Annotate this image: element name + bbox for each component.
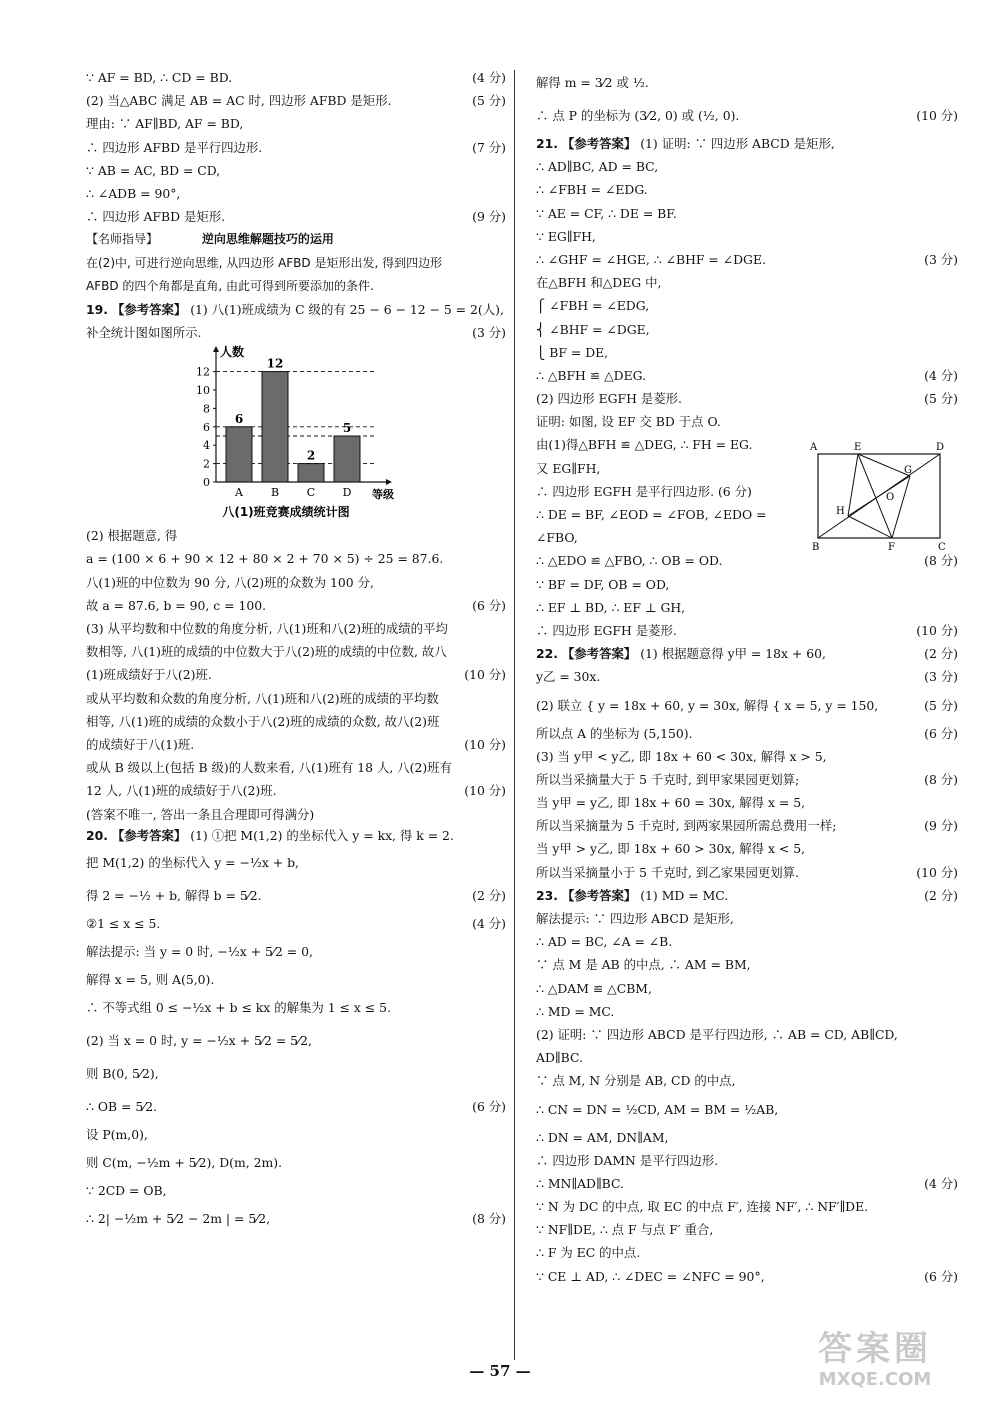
- answer-line: [536, 930, 958, 953]
- answer-line-text: (1)班成绩好于八(2)班.: [86, 667, 212, 683]
- answer-line: [536, 861, 958, 884]
- answer-line: [86, 571, 506, 594]
- score-mark: (9 分): [924, 818, 958, 834]
- score-mark: (6 分): [472, 1099, 506, 1115]
- q22-answer-label: 【参考答案】: [561, 646, 637, 662]
- answer-line: [86, 733, 506, 756]
- answer-line-text: 相等, 八(1)班的成绩的众数小于八(2)班的成绩的众数, 故八(2)班: [86, 713, 440, 729]
- answer-line: [86, 1024, 506, 1057]
- answer-line: [86, 182, 506, 205]
- label-b: B: [812, 542, 820, 553]
- answer-line-text: ∴ ∠FBH = ∠EDG.: [536, 182, 648, 198]
- label-o: O: [886, 492, 895, 503]
- answer-line-text: ∵ CE ⊥ AD, ∴ ∠DEC = ∠NFC = 90°,: [536, 1268, 765, 1284]
- answer-line-text: 所以当采摘量为 5 千克时, 到两家果园所需总费用一样;: [536, 818, 837, 834]
- answer-line: [536, 1265, 958, 1288]
- left-column: [86, 66, 506, 1235]
- category-label: B: [270, 486, 280, 500]
- answer-line-text: 把 M(1,2) 的坐标代入 y = −½x + b,: [86, 854, 299, 870]
- answer-line-text: (答案不唯一, 答出一条且合理即可得满分): [86, 806, 315, 822]
- answer-line: [536, 294, 958, 317]
- answer-line-text: 故 a = 87.6, b = 90, c = 100.: [86, 597, 267, 613]
- answer-line-text: (2) 当 x = 0 时, y = −½x + 5⁄2 = 5⁄2,: [86, 1033, 312, 1049]
- answer-line-text: ∵ N 为 DC 的中点, 取 EC 的中点 F′, 连接 NF′, ∴ NF′∥DE.: [536, 1199, 869, 1215]
- y-tick-label: 8: [203, 402, 210, 416]
- tip-label: 【名师指导】: [86, 232, 159, 247]
- rectangle-figure: [808, 440, 948, 555]
- bar-D: [334, 436, 360, 482]
- watermark-url: MXQE.COM: [818, 1369, 932, 1390]
- q19-answer-label: 【参考答案】: [111, 301, 187, 317]
- q20-number: 20.: [86, 827, 108, 843]
- answer-line-text: 数相等, 八(1)班的成绩的中位数大于八(2)班的成绩的中位数, 故八: [86, 644, 447, 660]
- answer-line-text: a = (100 × 6 + 90 × 12 + 80 × 2 + 70 × 5) ÷ 25 = 87.6.: [86, 551, 444, 567]
- answer-line: [536, 271, 958, 294]
- answer-line: [536, 178, 958, 201]
- label-h: H: [836, 506, 845, 517]
- watermark-logo-text: 答案圈: [818, 1329, 932, 1369]
- q21-answer-label: 【参考答案】: [561, 136, 637, 151]
- q18-continuation: [86, 66, 506, 228]
- answer-line-text: 或从平均数和众数的角度分析, 八(1)班和八(2)班的成绩的平均数: [86, 690, 439, 706]
- score-mark: (5 分): [924, 391, 958, 407]
- answer-line-text: ∴ 点 P 的坐标为 (3⁄2, 0) 或 (½, 0).: [536, 108, 740, 123]
- answer-line-text: y乙 = 30x.: [536, 669, 601, 685]
- answer-line: [86, 205, 506, 228]
- segment-fh: [848, 516, 892, 538]
- answer-line-text: 12 人, 八(1)班的成绩好于八(2)班.: [86, 783, 277, 799]
- answer-line: [536, 1069, 958, 1092]
- label-f: F: [888, 542, 895, 553]
- answer-line: [86, 1202, 506, 1235]
- answer-line: [536, 907, 958, 930]
- answer-line-text: ∴ 不等式组 0 ≤ −½x + b ≤ kx 的解集为 1 ≤ x ≤ 5.: [86, 1000, 391, 1016]
- answer-line-text: (3) 当 y甲 < y乙, 即 18x + 60 < 30x, 解得 x > 5,: [536, 748, 827, 764]
- q21-first-line: (1) 证明: ∵ 四边形 ABCD 是矩形,: [640, 136, 835, 151]
- answer-line-text: ∵ AF = BD, ∴ CD = BD.: [86, 70, 233, 85]
- answer-line: [86, 66, 506, 89]
- answer-line: [86, 991, 506, 1024]
- score-mark: (3 分): [924, 669, 958, 685]
- label-g: G: [904, 465, 912, 476]
- answer-line: [536, 745, 958, 768]
- score-mark: (8 分): [924, 771, 958, 787]
- answer-line: [86, 779, 506, 802]
- y-axis-label: 人数: [220, 345, 245, 360]
- label-c: C: [938, 542, 946, 553]
- answer-line: [86, 935, 506, 968]
- answer-line: [536, 1241, 958, 1264]
- answer-line: [86, 756, 506, 779]
- answer-line: [536, 1149, 958, 1172]
- score-mark: (10 分): [464, 667, 506, 683]
- answer-line: [536, 1218, 958, 1241]
- answer-line: [86, 663, 506, 686]
- y-tick-label: 4: [203, 439, 210, 453]
- answer-line-text: 得 2 = −½ + b, 解得 b = 5⁄2.: [86, 887, 262, 903]
- score-mark: (3 分): [924, 251, 958, 267]
- answer-line: [536, 248, 958, 271]
- answer-line: [536, 1000, 958, 1023]
- answer-line: [86, 1090, 506, 1123]
- answer-line-text: ⎧ ∠FBH = ∠EDG,: [536, 298, 650, 314]
- answer-line-text: 理由: ∵ AF∥BD, AF = BD,: [86, 116, 244, 132]
- segment-hg: [848, 476, 910, 516]
- answer-line: [86, 112, 506, 135]
- answer-line-text: (2) 当△ABC 满足 AB = AC 时, 四边形 AFBD 是矩形.: [86, 93, 392, 109]
- answer-line: [536, 573, 958, 596]
- tip-title: 逆向思维解题技巧的运用: [201, 232, 334, 247]
- q19-line-text: 补全统计图如图所示.: [86, 325, 202, 341]
- answer-line: [536, 791, 958, 814]
- answer-line-text: ∴ 四边形 EGFH 是平行四边形. (6 分): [536, 483, 752, 499]
- q22-first-line: (1) 根据题意得 y甲 = 18x + 60,: [640, 646, 826, 662]
- answer-line: [86, 89, 506, 112]
- data-label: 6: [234, 412, 244, 427]
- data-label: 12: [266, 356, 284, 371]
- tip-heading: [86, 228, 506, 251]
- score-mark: (10 分): [916, 622, 958, 638]
- answer-line: [86, 687, 506, 710]
- category-label: C: [306, 486, 316, 500]
- score-mark: (10 分): [464, 783, 506, 799]
- label-a: A: [810, 442, 818, 453]
- answer-line: [86, 846, 506, 879]
- answer-line-text: ∴ AD = BC, ∠A = ∠B.: [536, 934, 673, 950]
- answer-line-text: ∵ BF = DF, OB = OD,: [536, 576, 670, 592]
- answer-line: [536, 837, 958, 860]
- score-mark: (2 分): [472, 887, 506, 903]
- q19-line-score: (3 分): [472, 325, 506, 341]
- answer-line-text: ∵ EG∥FH,: [536, 228, 596, 244]
- q22-first-score: (2 分): [924, 646, 958, 662]
- answer-line: [86, 617, 506, 640]
- answer-line-text: (2) 根据题意, 得: [86, 528, 178, 544]
- watermark: [790, 1329, 960, 1399]
- page-number: — 57 —: [469, 1362, 531, 1380]
- answer-line-text: ∴ CN = DN = ½CD, AM = BM = ½AB,: [536, 1101, 779, 1117]
- q22-heading: [536, 642, 958, 665]
- answer-line-text: ∴ △EDO ≌ △FBO, ∴ OB = OD.: [536, 553, 723, 569]
- answer-line: [86, 1146, 506, 1179]
- answer-line-text: ∵ AE = CF, ∴ DE = BF.: [536, 205, 677, 221]
- answer-line-text: ∴ F 为 EC 的中点.: [536, 1245, 641, 1261]
- q20-body: [86, 846, 506, 1236]
- answer-line: [536, 768, 958, 791]
- answer-line: [536, 977, 958, 1000]
- score-mark: (5 分): [472, 93, 506, 109]
- answer-line: [86, 1123, 506, 1146]
- answer-line-text: ∵ 点 M, N 分别是 AB, CD 的中点,: [536, 1073, 736, 1089]
- answer-line: [536, 318, 958, 341]
- q20-conclusion: [536, 66, 958, 132]
- y-tick-label: 6: [203, 421, 210, 435]
- chart-title: 八(1)班竞赛成绩统计图: [222, 505, 350, 520]
- q20-first-line: (1) ①把 M(1,2) 的坐标代入 y = kx, 得 k = 2.: [190, 827, 454, 843]
- answer-line: [86, 594, 506, 617]
- score-mark: (7 分): [472, 139, 506, 155]
- answer-line: [86, 547, 506, 570]
- q19-first-line: (1) 八(1)班成绩为 C 级的有 25 − 6 − 12 − 5 = 2(人),: [190, 301, 504, 317]
- answer-line-text: ∴ 2| −½m + 5⁄2 − 2m | = 5⁄2,: [86, 1211, 271, 1227]
- answer-line-text: ∴ DN = AM, DN∥AM,: [536, 1129, 669, 1145]
- answer-line: [536, 1093, 958, 1126]
- q23-first-line: (1) MD = MC.: [640, 887, 729, 903]
- answer-line: [536, 155, 958, 178]
- y-tick-label: 2: [203, 457, 210, 471]
- answer-line: [86, 803, 506, 826]
- answer-line-text: AD∥BC.: [536, 1050, 583, 1066]
- bar-A: [226, 427, 252, 482]
- data-label: 2: [306, 448, 316, 463]
- answer-line-text: ∵ 2CD = OB,: [86, 1183, 167, 1199]
- score-mark: (10 分): [916, 108, 958, 123]
- answer-line-text: ∴ 四边形 AFBD 是矩形.: [86, 209, 226, 225]
- q22-number: 22.: [536, 646, 558, 662]
- answer-line-text: ∴ OB = 5⁄2.: [86, 1099, 158, 1115]
- q21-number: 21.: [536, 136, 558, 151]
- answer-line-text: (2) 证明: ∵ 四边形 ABCD 是平行四边形, ∴ AB = CD, AB∥CD,: [536, 1026, 898, 1042]
- score-mark: (4 分): [472, 915, 506, 931]
- answer-line-text: ∴ ∠GHF = ∠HGE, ∴ ∠BHF = ∠DGE.: [536, 251, 766, 267]
- answer-line: [536, 341, 958, 364]
- answer-line: [536, 814, 958, 837]
- data-label: 5: [342, 421, 352, 436]
- score-mark: (6 分): [472, 597, 506, 613]
- answer-line-text: ∵ NF∥DE, ∴ 点 F 与点 F′ 重合,: [536, 1222, 714, 1238]
- answer-line: [536, 225, 958, 248]
- label-e: E: [854, 442, 862, 453]
- answer-line: [86, 524, 506, 547]
- q19-line: [86, 321, 506, 344]
- answer-line-text: 或从 B 级以上(包括 B 级)的人数来看, 八(1)班有 18 人, 八(2)班有: [86, 760, 452, 776]
- answer-line: [536, 1172, 958, 1195]
- score-mark: (8 分): [924, 553, 958, 569]
- q22-body: [536, 665, 958, 884]
- answer-line: [86, 912, 506, 935]
- answer-line: [86, 159, 506, 182]
- score-mark: (9 分): [472, 209, 506, 225]
- score-mark: (4 分): [924, 367, 958, 383]
- answer-line-text: ∴ DE = BF, ∠EOD = ∠FOB, ∠EDO =: [536, 507, 767, 522]
- answer-line: [536, 1126, 958, 1149]
- q19-heading: [86, 298, 506, 321]
- answer-line: [536, 66, 958, 99]
- bar-chart: [86, 344, 506, 524]
- score-mark: (10 分): [464, 736, 506, 752]
- answer-line: [86, 968, 506, 991]
- answer-line-text: 由(1)得△BFH ≌ △DEG, ∴ FH = EG.: [536, 437, 753, 453]
- q21-body: [536, 155, 958, 642]
- label-d: D: [936, 442, 945, 453]
- score-mark: (4 分): [472, 70, 506, 85]
- answer-line: [536, 689, 958, 722]
- answer-line: [536, 1046, 958, 1069]
- answer-line-text: 则 C(m, −½m + 5⁄2), D(m, 2m).: [86, 1155, 283, 1171]
- answer-line: [86, 640, 506, 663]
- q23-body: [536, 907, 958, 1288]
- answer-line: [536, 619, 958, 642]
- y-axis-arrow: [213, 346, 219, 352]
- answer-line-text: 设 P(m,0),: [86, 1127, 148, 1143]
- answer-line-text: ∴ MD = MC.: [536, 1003, 615, 1019]
- answer-line: [536, 364, 958, 387]
- answer-line: [536, 99, 958, 132]
- answer-line-text: 解得 m = 3⁄2 或 ½.: [536, 75, 649, 90]
- x-axis-arrow: [386, 479, 392, 485]
- tip-body: [86, 252, 506, 298]
- answer-line-text: 又 EG∥FH,: [536, 460, 601, 476]
- answer-line-text: 八(1)班的中位数为 90 分, 八(2)班的众数为 100 分,: [86, 574, 374, 590]
- answer-line-text: 的成绩好于八(1)班.: [86, 736, 195, 752]
- q19-body: [86, 524, 506, 825]
- answer-line: [86, 1057, 506, 1090]
- y-tick-label: 12: [196, 365, 210, 379]
- answer-line-text: ②1 ≤ x ≤ 5.: [86, 915, 161, 931]
- y-tick-label: 0: [203, 476, 210, 490]
- right-column: [536, 66, 958, 1288]
- score-mark: (5 分): [924, 697, 958, 713]
- answer-line-text: ∴ △DAM ≌ △CBM,: [536, 980, 652, 996]
- answer-line-text: ∵ AB = AC, BD = CD,: [86, 162, 221, 178]
- answer-line-text: ∴ MN∥AD∥BC.: [536, 1175, 624, 1191]
- answer-line-text: 解得 x = 5, 则 A(5,0).: [86, 971, 215, 987]
- answer-line-text: ∴ △BFH ≌ △DEG.: [536, 367, 647, 383]
- answer-line-text: ∴ AD∥BC, AD = BC,: [536, 159, 659, 175]
- answer-line-text: ∴ EF ⊥ BD, ∴ EF ⊥ GH,: [536, 599, 686, 615]
- answer-line-text: 解法提示: ∵ 四边形 ABCD 是矩形,: [536, 911, 734, 926]
- q19-number: 19.: [86, 301, 108, 317]
- bar-C: [298, 464, 324, 482]
- score-mark: (8 分): [472, 1211, 506, 1227]
- segment-he: [848, 454, 858, 516]
- answer-line-text: 证明: 如图, 设 EF 交 BD 于点 O.: [536, 414, 721, 430]
- score-mark: (6 分): [924, 1268, 958, 1284]
- q23-heading: [536, 884, 958, 907]
- answer-line: [86, 710, 506, 733]
- answer-line-text: 所以点 A 的坐标为 (5,150).: [536, 725, 693, 741]
- answer-line: [536, 387, 958, 410]
- q21-heading: [536, 132, 958, 155]
- answer-line-text: 当 y甲 = y乙, 即 18x + 60 = 30x, 解得 x = 5,: [536, 795, 806, 811]
- answer-line: [536, 202, 958, 225]
- answer-line: [536, 410, 958, 433]
- bar-chart-svg: [186, 344, 416, 520]
- rectangle-figure-svg: [808, 440, 948, 555]
- column-divider: [514, 70, 515, 1360]
- score-mark: (10 分): [916, 864, 958, 880]
- x-axis-label: 等级: [372, 488, 394, 502]
- category-label: D: [342, 486, 352, 500]
- answer-line: [536, 722, 958, 745]
- answer-line-text: (2) 四边形 EGFH 是菱形.: [536, 391, 682, 407]
- answer-line-text: ⎨ ∠BHF = ∠DGE,: [536, 321, 650, 337]
- answer-line-text: (2) 联立 { y = 18x + 60, y = 30x, 解得 { x = 5, y = 150,: [536, 697, 879, 713]
- answer-line-text: ∵ 点 M 是 AB 的中点, ∴ AM = BM,: [536, 957, 751, 973]
- category-label: A: [235, 486, 243, 500]
- answer-line-text: ∴ ∠ADB = 90°,: [86, 185, 181, 201]
- bar-B: [262, 372, 288, 482]
- q23-first-score: (2 分): [924, 887, 958, 903]
- answer-line-text: 所以当采摘量小于 5 千克时, 到乙家果园更划算.: [536, 864, 799, 880]
- answer-line-text: (3) 从平均数和中位数的角度分析, 八(1)班和八(2)班的成绩的平均: [86, 621, 448, 636]
- answer-line-text: ∴ 四边形 EGFH 是菱形.: [536, 622, 677, 638]
- answer-line-text: 当 y甲 > y乙, 即 18x + 60 > 30x, 解得 x < 5,: [536, 841, 806, 857]
- answer-line-text: 则 B(0, 5⁄2),: [86, 1066, 159, 1082]
- q20-heading: [86, 826, 506, 846]
- answer-line-text: 所以当采摘量大于 5 千克时, 到甲家果园更划算;: [536, 771, 800, 787]
- answer-line-text: ∠FBO,: [536, 530, 578, 546]
- q23-answer-label: 【参考答案】: [561, 887, 637, 903]
- answer-line: [536, 953, 958, 976]
- answer-line: [86, 136, 506, 159]
- q20-answer-label: 【参考答案】: [111, 827, 187, 843]
- tip-line: 在(2)中, 可进行逆向思维, 从四边形 AFBD 是矩形出发, 得到四边形: [86, 255, 443, 270]
- answer-line: [536, 665, 958, 688]
- y-tick-label: 10: [196, 384, 210, 398]
- answer-line: [536, 1023, 958, 1046]
- answer-line-text: 在△BFH 和△DEG 中,: [536, 275, 662, 291]
- answer-line: [86, 1179, 506, 1202]
- answer-line-text: ∴ 四边形 AFBD 是平行四边形.: [86, 139, 263, 155]
- answer-line: [86, 879, 506, 912]
- answer-line: [536, 1195, 958, 1218]
- tip-line: AFBD 的四个角都是直角, 由此可得到所要添加的条件.: [86, 278, 374, 293]
- answer-line-text: ⎩ BF = DE,: [536, 344, 609, 360]
- score-mark: (4 分): [924, 1175, 958, 1191]
- answer-line: [536, 596, 958, 619]
- q23-number: 23.: [536, 887, 558, 903]
- score-mark: (6 分): [924, 725, 958, 741]
- answer-line-text: ∴ 四边形 DAMN 是平行四边形.: [536, 1152, 719, 1168]
- answer-line-text: 解法提示: 当 y = 0 时, −½x + 5⁄2 = 0,: [86, 943, 313, 959]
